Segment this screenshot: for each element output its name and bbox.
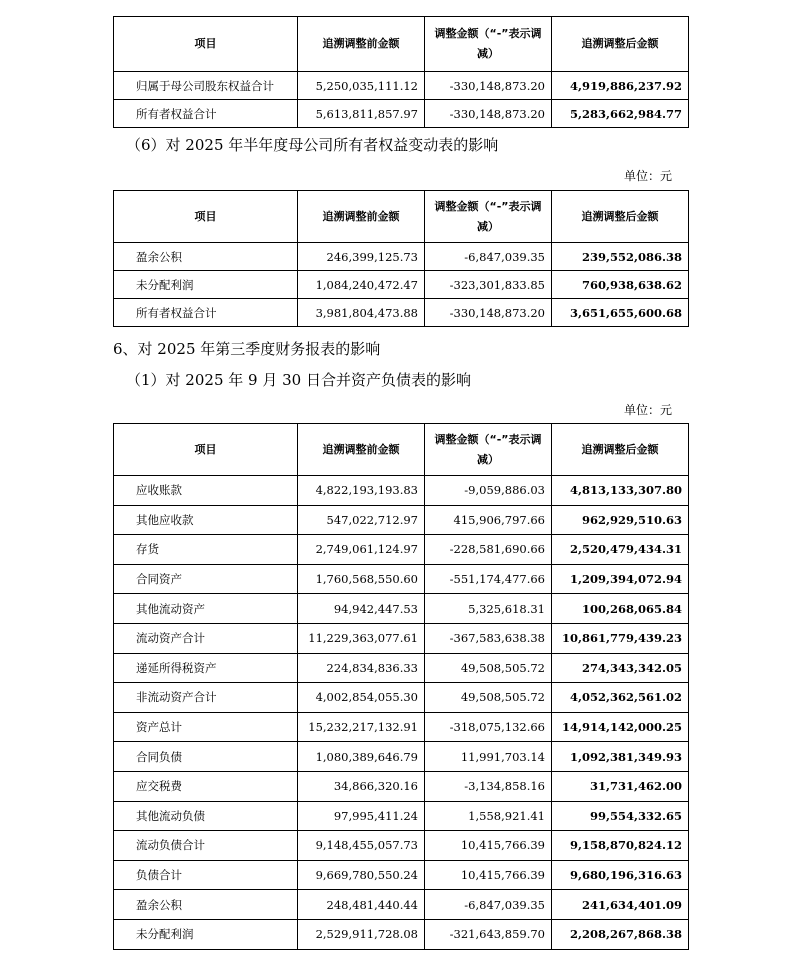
row-value-adjustment: 49,508,505.72 xyxy=(425,653,552,683)
row-value-after: 9,680,196,316.63 xyxy=(552,860,689,890)
row-value-adjustment: 415,906,797.66 xyxy=(425,505,552,535)
row-item-label: 应交税费 xyxy=(114,771,298,801)
row-value-after: 241,634,401.09 xyxy=(552,890,689,920)
row-item-label: 其他流动负债 xyxy=(114,801,298,831)
table-row xyxy=(114,683,689,713)
row-item-label: 归属于母公司股东权益合计 xyxy=(114,72,298,100)
row-value-adjustment: -330,148,873.20 xyxy=(425,299,552,327)
unit-label: 单位：元 xyxy=(623,169,672,183)
row-item-label: 其他应收款 xyxy=(114,505,298,535)
table-body xyxy=(114,243,689,327)
part-heading-6: 6、对 2025 年第三季度财务报表的影响 xyxy=(113,340,381,358)
row-value-after: 274,343,342.05 xyxy=(552,653,689,683)
row-value-before: 248,481,440.44 xyxy=(298,890,425,920)
row-value-before: 3,981,804,473.88 xyxy=(298,299,425,327)
header-after: 追溯调整后金额 xyxy=(552,17,689,72)
row-value-adjustment: -321,643,859.70 xyxy=(425,919,552,949)
row-item-label: 盈余公积 xyxy=(114,890,298,920)
row-value-before: 5,613,811,857.97 xyxy=(298,100,425,128)
row-value-adjustment: -318,075,132.66 xyxy=(425,712,552,742)
header-item: 项目 xyxy=(114,17,298,72)
table-row xyxy=(114,860,689,890)
header-adjustment: 调整金额（“-”表示调减） xyxy=(425,17,552,72)
row-value-before: 547,022,712.97 xyxy=(298,505,425,535)
row-value-before: 2,529,911,728.08 xyxy=(298,919,425,949)
row-value-before: 9,669,780,550.24 xyxy=(298,860,425,890)
header-after: 追溯调整后金额 xyxy=(552,191,689,243)
row-value-after: 4,919,886,237.92 xyxy=(552,72,689,100)
row-value-after: 2,520,479,434.31 xyxy=(552,535,689,565)
row-value-adjustment: 1,558,921.41 xyxy=(425,801,552,831)
header-before: 追溯调整前金额 xyxy=(298,424,425,476)
row-value-before: 94,942,447.53 xyxy=(298,594,425,624)
row-value-before: 1,080,389,646.79 xyxy=(298,742,425,772)
row-value-after: 3,651,655,600.68 xyxy=(552,299,689,327)
row-value-before: 9,148,455,057.73 xyxy=(298,831,425,861)
row-value-adjustment: 49,508,505.72 xyxy=(425,683,552,713)
row-value-adjustment: 11,991,703.14 xyxy=(425,742,552,772)
row-item-label: 未分配利润 xyxy=(114,919,298,949)
row-value-after: 9,158,870,824.12 xyxy=(552,831,689,861)
header-item: 项目 xyxy=(114,424,298,476)
row-item-label: 盈余公积 xyxy=(114,243,298,271)
table-row xyxy=(114,100,689,128)
row-value-adjustment: -367,583,638.38 xyxy=(425,623,552,653)
row-item-label: 流动负债合计 xyxy=(114,831,298,861)
row-value-adjustment: -228,581,690.66 xyxy=(425,535,552,565)
table-row xyxy=(114,801,689,831)
table-body xyxy=(114,72,689,128)
row-value-before: 1,760,568,550.60 xyxy=(298,564,425,594)
row-item-label: 非流动资产合计 xyxy=(114,683,298,713)
table-row xyxy=(114,712,689,742)
row-value-after: 5,283,662,984.77 xyxy=(552,100,689,128)
row-item-label: 所有者权益合计 xyxy=(114,299,298,327)
table-row xyxy=(114,742,689,772)
table-row xyxy=(114,505,689,535)
row-value-before: 224,834,836.33 xyxy=(298,653,425,683)
row-value-adjustment: 5,325,618.31 xyxy=(425,594,552,624)
table-row xyxy=(114,623,689,653)
row-value-before: 11,229,363,077.61 xyxy=(298,623,425,653)
row-value-after: 239,552,086.38 xyxy=(552,243,689,271)
row-value-after: 10,861,779,439.23 xyxy=(552,623,689,653)
table-row xyxy=(114,594,689,624)
row-value-adjustment: -6,847,039.35 xyxy=(425,890,552,920)
table-row xyxy=(114,72,689,100)
row-value-adjustment: -330,148,873.20 xyxy=(425,72,552,100)
row-item-label: 应收账款 xyxy=(114,476,298,506)
table-row xyxy=(114,299,689,327)
unit-label: 单位：元 xyxy=(623,403,672,417)
table-row xyxy=(114,919,689,949)
row-value-after: 99,554,332.65 xyxy=(552,801,689,831)
row-item-label: 合同资产 xyxy=(114,564,298,594)
row-value-adjustment: -9,059,886.03 xyxy=(425,476,552,506)
row-value-after: 4,052,362,561.02 xyxy=(552,683,689,713)
row-item-label: 合同负债 xyxy=(114,742,298,772)
table-row xyxy=(114,535,689,565)
row-value-before: 97,995,411.24 xyxy=(298,801,425,831)
row-value-before: 34,866,320.16 xyxy=(298,771,425,801)
row-value-before: 15,232,217,132.91 xyxy=(298,712,425,742)
header-after: 追溯调整后金额 xyxy=(552,424,689,476)
row-value-before: 2,749,061,124.97 xyxy=(298,535,425,565)
consolidated-balance-sheet-table xyxy=(113,423,689,950)
row-item-label: 其他流动资产 xyxy=(114,594,298,624)
header-adjustment: 调整金额（“-”表示调减） xyxy=(425,424,552,476)
table-row xyxy=(114,831,689,861)
equity-table-continued xyxy=(113,16,689,128)
header-before: 追溯调整前金额 xyxy=(298,17,425,72)
header-before: 追溯调整前金额 xyxy=(298,191,425,243)
row-value-after: 100,268,065.84 xyxy=(552,594,689,624)
row-value-after: 1,092,381,349.93 xyxy=(552,742,689,772)
row-value-adjustment: -6,847,039.35 xyxy=(425,243,552,271)
row-item-label: 递延所得税资产 xyxy=(114,653,298,683)
row-value-before: 4,002,854,055.30 xyxy=(298,683,425,713)
row-value-after: 2,208,267,868.38 xyxy=(552,919,689,949)
row-value-before: 5,250,035,111.12 xyxy=(298,72,425,100)
row-value-adjustment: 10,415,766.39 xyxy=(425,831,552,861)
table-row xyxy=(114,564,689,594)
row-value-before: 246,399,125.73 xyxy=(298,243,425,271)
row-value-adjustment: -330,148,873.20 xyxy=(425,100,552,128)
header-adjustment: 调整金额（“-”表示调减） xyxy=(425,191,552,243)
row-item-label: 所有者权益合计 xyxy=(114,100,298,128)
row-item-label: 存货 xyxy=(114,535,298,565)
row-value-after: 4,813,133,307.80 xyxy=(552,476,689,506)
parent-equity-changes-table xyxy=(113,190,689,327)
table-row xyxy=(114,771,689,801)
row-item-label: 未分配利润 xyxy=(114,271,298,299)
row-value-after: 1,209,394,072.94 xyxy=(552,564,689,594)
table-row xyxy=(114,243,689,271)
table-row xyxy=(114,890,689,920)
row-value-after: 31,731,462.00 xyxy=(552,771,689,801)
row-value-before: 1,084,240,472.47 xyxy=(298,271,425,299)
table-row xyxy=(114,271,689,299)
row-value-before: 4,822,193,193.83 xyxy=(298,476,425,506)
table-body xyxy=(114,476,689,950)
row-item-label: 流动资产合计 xyxy=(114,623,298,653)
section-heading-6: （6）对 2025 年半年度母公司所有者权益变动表的影响 xyxy=(126,136,499,154)
row-value-after: 14,914,142,000.25 xyxy=(552,712,689,742)
row-item-label: 负债合计 xyxy=(114,860,298,890)
header-item: 项目 xyxy=(114,191,298,243)
subsection-heading-1: （1）对 2025 年 9 月 30 日合并资产负债表的影响 xyxy=(126,371,471,389)
row-value-adjustment: -551,174,477.66 xyxy=(425,564,552,594)
row-value-adjustment: -3,134,858.16 xyxy=(425,771,552,801)
row-value-after: 962,929,510.63 xyxy=(552,505,689,535)
row-item-label: 资产总计 xyxy=(114,712,298,742)
row-value-adjustment: 10,415,766.39 xyxy=(425,860,552,890)
row-value-adjustment: -323,301,833.85 xyxy=(425,271,552,299)
table-row xyxy=(114,653,689,683)
table-row xyxy=(114,476,689,506)
row-value-after: 760,938,638.62 xyxy=(552,271,689,299)
